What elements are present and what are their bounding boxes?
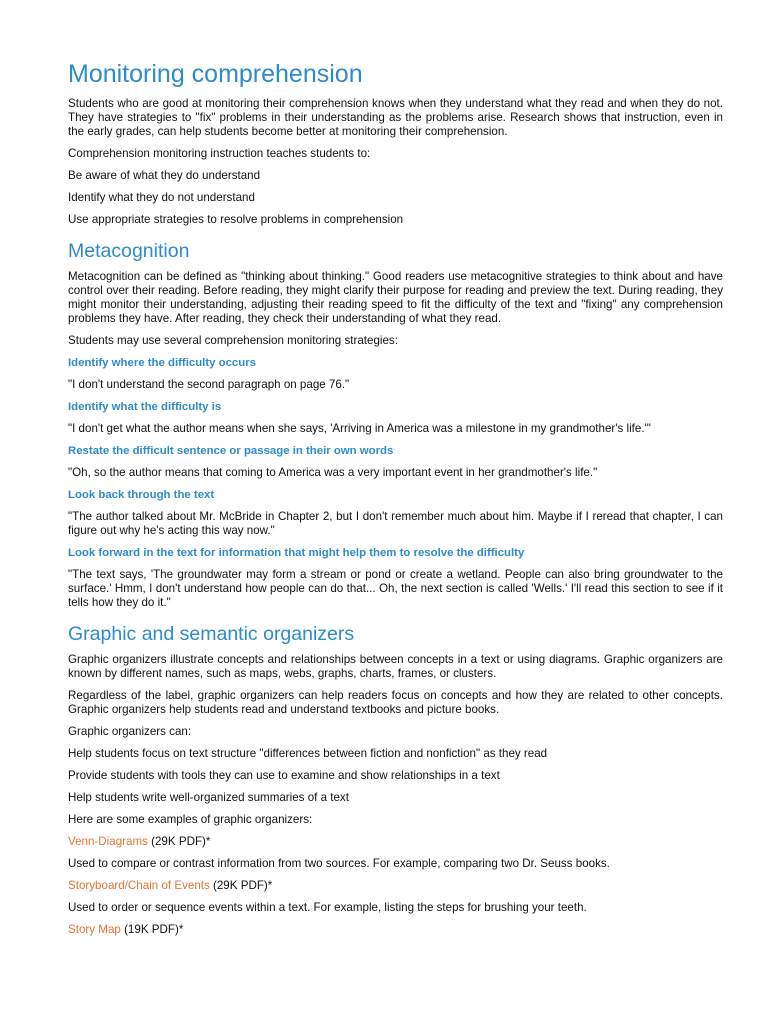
venn-diagrams-link[interactable]: Venn-Diagrams (68, 835, 148, 848)
example-description: Used to order or sequence events within a text. For example, listing the steps for brushing your teeth. (68, 901, 587, 914)
strategy-title: Identify what the difficulty is (68, 401, 222, 413)
strategy-example: "The author talked about Mr. McBride in Chapter 2, but I don't remember much about him. Maybe if I reread that chapter, I can figure out why he's acting this way now." (68, 510, 723, 537)
graphic-organizers-paragraph: Graphic organizers illustrate concepts and relationships between concepts in a text or using diagrams. Graphic organizers are known by different names, such as maps, webs, graphs, charts, frames, or clusters. (68, 653, 723, 680)
strategy-title: Restate the difficult sentence or passage in their own words (68, 445, 394, 457)
heading-metacognition: Metacognition (68, 240, 190, 262)
strategy-example: "I don't get what the author means when she says, 'Arriving in America was a milestone in my grandmother's life.'" (68, 422, 651, 435)
file-size-label: (19K PDF)* (120, 923, 184, 936)
example-description: Used to compare or contrast information from two sources. For example, comparing two Dr. Seuss books. (68, 857, 610, 870)
file-size-label: (29K PDF)* (147, 835, 211, 848)
strategy-title: Look back through the text (68, 489, 215, 501)
example-entry (68, 835, 723, 849)
story-map-link[interactable]: Story Map (68, 923, 121, 936)
graphic-organizers-paragraph: Regardless of the label, graphic organizers can help readers focus on concepts and how they are related to other concepts. Graphic organizers help students read and understand textbooks and picture books. (68, 689, 723, 716)
organizer-use-item: Help students focus on text structure "differences between fiction and nonfiction" as they read (68, 747, 548, 760)
file-size-label: (29K PDF)* (209, 879, 273, 892)
intro-paragraph: Students who are good at monitoring their comprehension knows when they understand what they read and when they do not. They have strategies to "fix" problems in their understanding as the problems arise. Research shows that instruction, even in the early grades, can help students become better at monitoring their comprehension. (68, 97, 723, 138)
strategy-title: Identify where the difficulty occurs (68, 357, 256, 369)
example-entry (68, 923, 723, 937)
storyboard-link[interactable]: Storyboard/Chain of Events (68, 879, 210, 892)
intro-lead-in: Comprehension monitoring instruction teaches students to: (68, 147, 371, 160)
metacognition-paragraph: Metacognition can be defined as "thinking about thinking." Good readers use metacognitive strategies to think about and have control over their reading. Before reading, they might clarify their purpose for reading and preview the text. During reading, they might monitor their understanding, adjusting their reading speed to fit the difficulty of the text and "fixing" any comprehension problems they have. After reading, they check their understanding of what they read. (68, 270, 723, 325)
examples-lead-in: Here are some examples of graphic organizers: (68, 813, 313, 826)
strategy-title: Look forward in the text for information that might help them to resolve the difficulty (68, 547, 525, 559)
organizer-use-item: Help students write well-organized summaries of a text (68, 791, 349, 804)
teach-item: Be aware of what they do understand (68, 169, 261, 182)
strategies-lead-in: Students may use several comprehension monitoring strategies: (68, 334, 398, 347)
strategy-example: "Oh, so the author means that coming to America was a very important event in her grandmother's life." (68, 466, 598, 479)
example-entry (68, 879, 723, 893)
teach-item: Identify what they do not understand (68, 191, 255, 204)
organizers-lead-in: Graphic organizers can: (68, 725, 192, 738)
heading-monitoring-comprehension: Monitoring comprehension (68, 60, 363, 88)
teach-item: Use appropriate strategies to resolve problems in comprehension (68, 213, 404, 226)
strategy-example: "I don't understand the second paragraph on page 76." (68, 378, 350, 391)
strategy-example: "The text says, 'The groundwater may form a stream or pond or create a wetland. People can also bring groundwater to the surface.' Hmm, I don't understand how people can do that... Oh, the next section is called 'Wells.' I'll read this section to see if it tells how they do it." (68, 568, 723, 609)
document-page (68, 58, 723, 945)
organizer-use-item: Provide students with tools they can use to examine and show relationships in a text (68, 769, 500, 782)
heading-graphic-organizers: Graphic and semantic organizers (68, 623, 355, 645)
